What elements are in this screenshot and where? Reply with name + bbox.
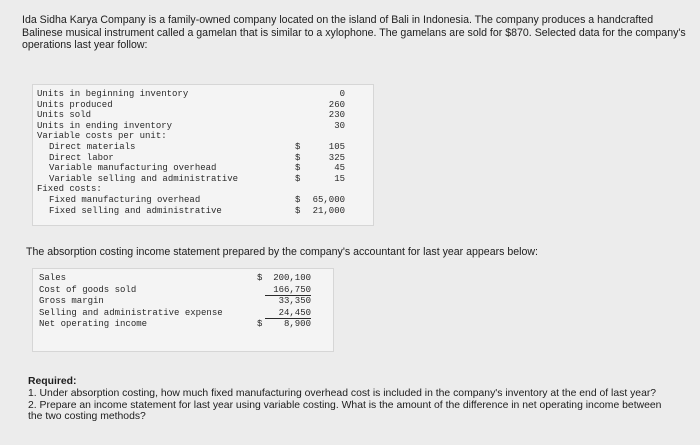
data-row-value: 325 [328, 152, 345, 163]
data-row-label: Fixed selling and administrative [49, 205, 222, 216]
income-statement-value: 24,450 [265, 308, 311, 319]
data-row-dollar: $ [295, 152, 301, 163]
income-statement-label: Net operating income [39, 319, 148, 329]
income-statement-dollar: $ [257, 273, 263, 283]
data-row-dollar: $ [295, 163, 301, 174]
data-row-label: Fixed manufacturing overhead [49, 195, 201, 205]
data-row-label: Direct materials [49, 142, 136, 152]
data-row-value: 105 [328, 142, 345, 152]
income-statement-value: 200,100 [273, 273, 311, 283]
absorption-income-statement [32, 268, 334, 352]
required-title: Required: [28, 376, 77, 387]
data-row-dollar: $ [295, 142, 301, 152]
income-statement-value: 33,350 [278, 296, 311, 306]
required-section [28, 376, 668, 423]
income-statement-dollar: $ [257, 319, 263, 329]
income-statement-label: Gross margin [39, 296, 104, 306]
data-row-label: Units produced [37, 99, 113, 110]
data-row-value: 260 [328, 99, 345, 110]
data-row-dollar: $ [295, 173, 301, 184]
income-statement-value: 166,750 [265, 285, 311, 296]
data-row-value: 45 [334, 163, 345, 174]
data-row-label: Units sold [37, 110, 92, 121]
data-row-label: Units in ending inventory [37, 120, 173, 131]
income-statement-label: Selling and administrative expense [39, 307, 223, 318]
data-row-value: 0 [339, 89, 345, 99]
data-row-label: Units in beginning inventory [37, 89, 189, 99]
data-row-label: Variable selling and administrative [49, 173, 239, 184]
required-item-2: 2. Prepare an income statement for last year using variable costing. What is the amount of the difference in net operating income between the two costing methods? [28, 399, 662, 423]
data-row-value: 65,000 [312, 195, 345, 205]
data-row-value: 21,000 [312, 205, 345, 216]
income-statement-value: 8,900 [283, 319, 311, 329]
data-row-label: Direct labor [49, 152, 114, 163]
data-row-value: 230 [328, 110, 345, 121]
problem-intro: Ida Sidha Karya Company is a family-owned company located on the island of Bali in Indonesia. The company produces a handcrafted Balinese musical instrument called a gamelan that is similar to a xylophone. The gamelans are sold for $870. Selected data for the company's operations last year follow: [22, 14, 686, 51]
data-row-dollar: $ [295, 195, 301, 205]
data-row-value: 30 [334, 120, 345, 131]
income-statement-intro: The absorption costing income statement prepared by the company's accountant for last year appears below: [26, 246, 538, 258]
data-row-label: Variable costs per unit: [37, 131, 167, 142]
data-row-dollar: $ [295, 205, 301, 216]
data-row-value: 15 [334, 173, 345, 184]
income-statement-label: Sales [39, 273, 67, 283]
data-row-label: Variable manufacturing overhead [49, 163, 217, 174]
operations-data-table [32, 84, 374, 226]
data-row-label: Fixed costs: [37, 184, 102, 195]
income-statement-label: Cost of goods sold [39, 284, 137, 295]
required-item-1: 1. Under absorption costing, how much fixed manufacturing overhead cost is included in the company's inventory at the end of last year? [28, 387, 657, 399]
